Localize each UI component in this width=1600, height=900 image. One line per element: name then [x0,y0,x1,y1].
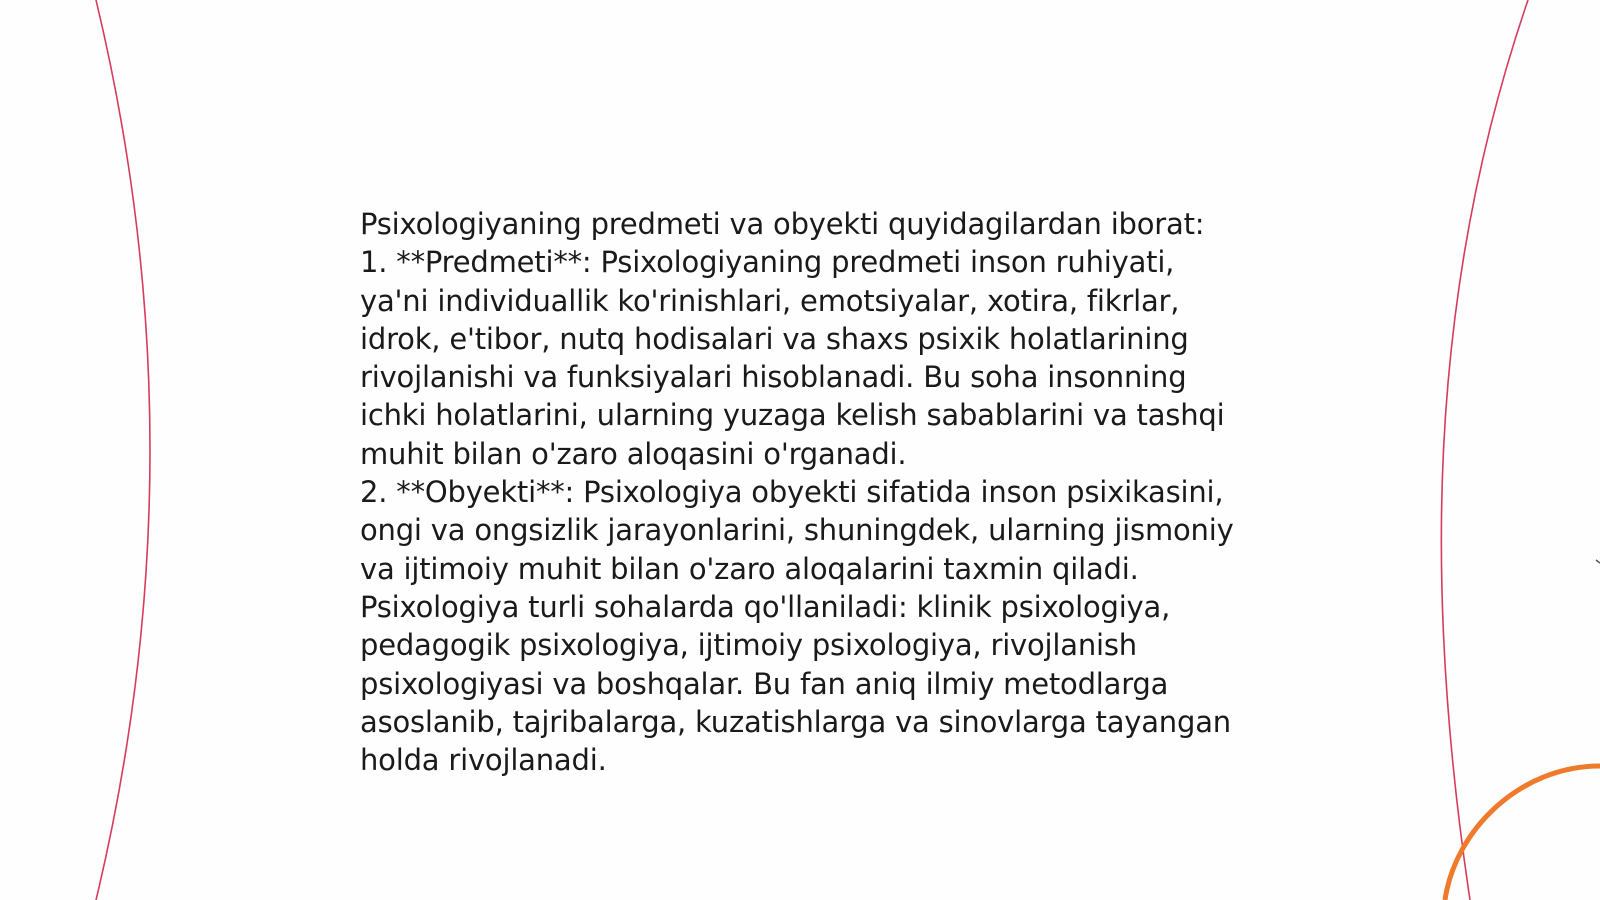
left-curve-line [96,0,150,900]
text-body [360,205,1240,779]
orange-arc [1445,766,1600,900]
right-edge-tick [1596,560,1600,563]
intro-paragraph: Psixologiyaning predmeti va obyekti quyidagilardan iborat: [360,207,1205,241]
predmeti-paragraph: 1. **Predmeti**: Psixologiyaning predmeti inson ruhiyati, ya'ni individuallik ko'rinishlari, emotsiyalar, xotira, fikrlar, idrok, e'tibor, nutq hodisalari va shaxs psixik holatlarining rivojlanishi va funksiyalari hisoblanadi. Bu soha insonning ichki holatlarini, ularning yuzaga kelish sabablarini va tashqi muhit bilan o'zaro aloqasini o'rganadi. [360,245,1225,471]
obyekti-paragraph: 2. **Obyekti**: Psixologiya obyekti sifatida inson psixikasini, ongi va ongsizlik jarayonlarini, shuningdek, ularning jismoniy va ijtimoiy muhit bilan o'zaro aloqalarini taxmin qiladi. Psixologiya turli sohalarda qo'llaniladi: klinik psixologiya, pedagogik psixologiya, ijtimoiy psixologiya, rivojlanish psixologiyasi va boshqalar. Bu fan aniq ilmiy metodlarga asoslanib, tajribalarga, kuzatishlarga va sinovlarga tayangan holda rivojlanadi. [360,475,1234,778]
right-curve-line [1441,0,1528,900]
